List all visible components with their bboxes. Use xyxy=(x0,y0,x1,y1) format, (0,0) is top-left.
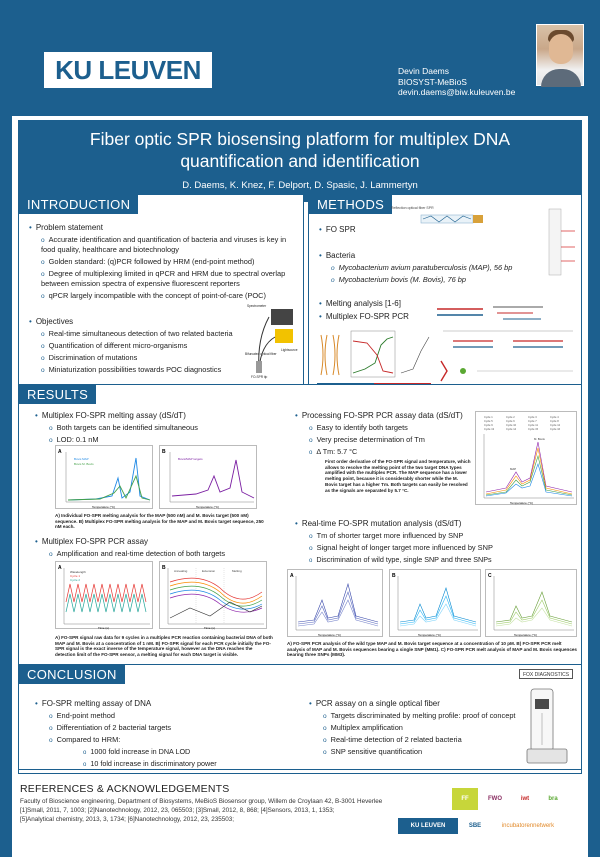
methods-panel xyxy=(308,194,582,404)
author-name: Devin Daems xyxy=(398,66,450,76)
bacteria-figure xyxy=(535,201,579,281)
intro-objective-item: o Miniaturization possibilities towards POC diagnostics xyxy=(41,365,221,375)
partner-logo-sbe: SBE xyxy=(464,818,486,834)
title-box xyxy=(18,120,582,202)
conclusion-right-item: o SNP sensitive quantification xyxy=(323,747,422,757)
pcr-raw-series xyxy=(66,594,146,612)
references-citations-2: [5]Analytical chemistry, 2013, 3, 1734; [6]Nanotechnology, 2012, 23, 235503; xyxy=(20,816,235,824)
chart-label-b: B xyxy=(392,573,396,579)
mini-icon xyxy=(441,361,447,381)
references-text xyxy=(20,797,420,824)
legend-cycle: Cycle 6 xyxy=(506,420,515,423)
conclusion-right-item: o Real-time detection of 2 related bacteria xyxy=(323,735,462,745)
legend-cycle: Cycle 14 xyxy=(506,428,517,431)
legend-multiplex: Bovis/MAP targets xyxy=(178,457,203,461)
processing-note: First order derivative of the FO-SPR signal and temperature, which allows to resolve the melting point of the two target DNA types amplified with the multiplex PCR. The MAP sequence has a lower melting point, because it is considerably shorter while the M. Bovis target has a higher Tm. Both targets can easily be resolved as the signals are separated by 5.7 °C. xyxy=(325,459,471,493)
references-citations-1: [1]Small, 2011, 7, 1003; [2]Nanotechnology, 2012, 23, 065503; [3]Small, 2012, 8, 868; [4]Sensors, 2013, 1, 1353; xyxy=(20,807,335,815)
results-mutation-item: o Tm of shorter target more influenced by SNP xyxy=(309,531,463,541)
results-processing-item: o Very precise determination of Tm xyxy=(309,435,425,445)
partner-logo-ff: FF xyxy=(452,788,478,810)
pcr-raw-series xyxy=(66,584,146,602)
author-group: BIOSYST-MeBioS xyxy=(398,76,467,87)
mutation-chart-c xyxy=(485,569,577,637)
chart-label-a: A xyxy=(58,449,62,455)
partner-logo-fwo: FWO xyxy=(482,788,508,810)
mutation-chart-b xyxy=(389,569,481,637)
results-processing: • Processing FO-SPR PCR assay data (dS/dT) xyxy=(295,411,463,421)
results-mutation-item: o Signal height of longer target more influenced by SNP xyxy=(309,543,493,553)
chart-label-b: B xyxy=(162,449,166,455)
chart-label-b: B xyxy=(162,565,166,571)
temperature-series xyxy=(170,602,262,618)
device-base xyxy=(527,749,567,763)
axis-time-label: Time (s) xyxy=(204,626,215,630)
methods-melting: • Melting analysis [1-6] xyxy=(319,299,401,309)
tube xyxy=(549,209,561,275)
axis-temp-label: Temperature (°C) xyxy=(418,633,442,637)
spectrometer-box xyxy=(271,309,293,325)
cycle-legend xyxy=(484,415,561,431)
melting-chart-b xyxy=(159,445,257,509)
legend-cycle: Cycle 12 xyxy=(550,424,561,427)
axis-time-label: Time (s) xyxy=(98,626,109,630)
axis-temp-label: Temperature (°C) xyxy=(318,633,342,637)
results-heading: RESULTS xyxy=(19,385,96,404)
results-mutation: • Real-time FO-SPR mutation analysis (dS/dT) xyxy=(295,519,461,529)
mini-icon xyxy=(460,368,466,374)
legend-cycle: Cycle 16 xyxy=(550,428,561,431)
processing-series xyxy=(486,448,572,494)
legend-cycle: Cycle 13 xyxy=(484,428,495,431)
pcr-cycle-series xyxy=(170,578,262,599)
pcr-raw-chart-svg xyxy=(56,562,154,630)
melting-chart-b-svg xyxy=(160,446,258,510)
introduction-heading: INTRODUCTION xyxy=(19,195,138,214)
lightsource-box xyxy=(275,329,293,343)
multiplex-pcr-figure xyxy=(433,301,579,397)
methods-heading: METHODS xyxy=(309,195,392,214)
legend-cycle: Cycle 3 xyxy=(528,416,537,419)
intro-objectives: • Objectives xyxy=(29,317,73,327)
chart-label-a: A xyxy=(58,565,62,571)
results-melting-item: o LOD: 0.1 nM xyxy=(49,435,99,445)
legend-cycle: Cycle 7 xyxy=(528,420,537,423)
fo-spr-setup-figure xyxy=(245,299,303,379)
melting-caption: A) Individual FO-SPR melting analysis for the MAP (500 nM) and M. Bovis target (500 nM) sequence. B) Multiplex FO-SPR melting analysis for the MAP and M. Bovis target sequence, 250 nM each. xyxy=(55,513,264,530)
legend-cycle: Cycle 15 xyxy=(528,428,539,431)
methods-fo-spr: • FO SPR xyxy=(319,225,356,235)
results-processing-item: o Easy to identify both targets xyxy=(309,423,408,433)
wildtype-series xyxy=(298,600,378,626)
legend-cycle-2: Cycle 2 xyxy=(70,578,81,582)
legend-cycle: Cycle 11 xyxy=(528,424,538,427)
results-melting-assay: • Multiplex FO-SPR melting assay (dS/dT) xyxy=(35,411,186,421)
conclusion-left: • FO-SPR melting assay of DNA xyxy=(35,699,151,709)
fig-label-fiber: Bifurcated optical fiber xyxy=(245,352,277,356)
fig-label-tip: FO-SPR tip xyxy=(251,375,268,379)
references-heading: REFERENCES & ACKNOWLEDGEMENTS xyxy=(20,783,230,795)
mutation-chart-a xyxy=(287,569,383,637)
intro-problem-item: o qPCR largely incompatible with the concept of point-of-care (POC) xyxy=(41,291,293,301)
fo-spr-fig-label: Reflection optical fiber SPR xyxy=(391,206,434,210)
partner-logo-iwt: iwt xyxy=(512,788,538,810)
photo-head xyxy=(549,34,573,64)
pcr-cycle-chart xyxy=(159,561,267,629)
conclusion-right-item: o Multiplex amplification xyxy=(323,723,403,733)
processing-chart xyxy=(475,411,577,505)
introduction-panel xyxy=(18,194,304,404)
fo-spr-fiber-figure xyxy=(391,201,511,241)
axis-temp-label: Temperature (°C) xyxy=(514,633,538,637)
legend-cycle: Cycle 1 xyxy=(484,416,493,419)
legend-cycle: Cycle 8 xyxy=(550,420,559,423)
melting-chart-a xyxy=(55,445,153,509)
legend-cycle-1: Cycle 1 xyxy=(70,574,81,578)
processing-chart-svg xyxy=(476,412,578,506)
mutation-caption: A) FO-SPR PCR analysis of the wild type MAP and M. Bovis target sequence at a concentration of 10 pM. B) FO-SPR PCR melt analysis of MAP and M. Bovis sequences bearing a single SNP (MM1). C) FO-SPR PCR melt analysis of MAP and M. Bovis sequences bearing three SNPs (MM3). xyxy=(287,641,577,658)
phase-label: Melting xyxy=(232,569,242,573)
partner-logo-kuleuven: KU LEUVEN xyxy=(398,818,458,834)
results-pcr-item: o Amplification and real-time detection of both targets xyxy=(49,549,225,559)
legend-cycle: Cycle 5 xyxy=(484,420,493,423)
methods-bacteria-item: o Mycobacterium bovis (M. Bovis), 76 bp xyxy=(331,275,466,285)
results-pcr-assay: • Multiplex FO-SPR PCR assay xyxy=(35,537,148,547)
dna-helix xyxy=(321,335,327,375)
pcr-cycle-chart-svg xyxy=(160,562,268,630)
author-info xyxy=(398,66,515,98)
poster-authors: D. Daems, K. Knez, F. Delport, D. Spasic, J. Lammertyn xyxy=(182,179,418,191)
conclusion-left-item: o End-point method xyxy=(49,711,115,721)
partner-logo-incubator: incubatorennetwerk xyxy=(492,818,564,834)
results-mutation-item: o Discrimination of wild type, single SNP and three SNPs xyxy=(309,555,492,566)
pcr-caption: A) FO-SPR signal raw data for 9 cycles in a multiplex PCR reaction containing bacterial DNA of both MAP and M. Bovis at a concentration of 1 nM. B) FO-SPR signal for each PCR cycle initially the FO-SPR signal is the exact inverse of the temperature signal, however as the DNA reaches the detection limit of the FO-SPR sensor, a melting signal for each DNA target is visible. xyxy=(55,635,273,658)
device-screen xyxy=(535,699,549,709)
legend-cycle: Cycle 4 xyxy=(550,416,559,419)
fiber-tip xyxy=(256,361,262,373)
author-email[interactable]: devin.daems@biw.kuleuven.be xyxy=(398,87,516,98)
mutation-chart-c-svg xyxy=(486,570,578,638)
snp-series xyxy=(400,604,476,626)
melt-plot-frame xyxy=(351,331,395,377)
gold-coating xyxy=(473,215,483,223)
poster-body xyxy=(12,116,588,857)
conclusion-sub-item: o 1000 fold increase in DNA LOD xyxy=(83,747,190,758)
photo-shirt xyxy=(541,69,581,87)
chart-label-a: A xyxy=(290,573,294,579)
results-processing-item: o Δ Tm: 5.7 °C xyxy=(309,447,357,458)
legend-cycle: Cycle 9 xyxy=(484,424,493,427)
melt-series-multiplex xyxy=(172,460,254,498)
legend-bovis: Bovis M. Bovis xyxy=(74,462,94,466)
results-melting-item: o Both targets can be identified simultaneous xyxy=(49,423,198,433)
author-photo xyxy=(536,24,584,86)
methods-multiplex: • Multiplex FO-SPR PCR xyxy=(319,312,409,322)
intro-problem-item: o Golden standard: (q)PCR followed by HRM (end-point method) xyxy=(41,257,293,267)
peak-label-bovis: M. Bovis xyxy=(534,437,545,441)
phase-label: Extension xyxy=(202,569,216,573)
conclusion-left-item: o Compared to HRM: xyxy=(49,735,120,745)
fox-device-illustration xyxy=(523,683,573,767)
partner-logo-bra: bra xyxy=(542,788,564,810)
wildtype-series xyxy=(298,584,378,622)
fox-diagnostics-logo: FOX DIAGNOSTICS xyxy=(519,669,573,679)
processing-series xyxy=(486,442,572,492)
phase-label: Annealing xyxy=(174,569,188,573)
conclusion-right: • PCR assay on a single optical fiber xyxy=(309,699,440,709)
fig-label-lightsource: Lightsource xyxy=(281,348,298,352)
intro-problem-item: o Accurate identification and quantification of bacteria and viruses is key in food quality, healthcare and biotechnology xyxy=(41,235,293,255)
mutation-chart-b-svg xyxy=(390,570,482,638)
axis-temp-label: Temperature (°C) xyxy=(92,505,116,509)
methods-bacteria: • Bacteria xyxy=(319,251,355,261)
legend-wavelength: Wavelength xyxy=(70,570,86,574)
methods-bacteria-item: o Mycobacterium avium paratuberculosis (MAP), 56 bp xyxy=(331,263,512,273)
fig-label-spectrometer: Spectrometer xyxy=(247,304,267,308)
intro-objective-item: o Discrimination of mutations xyxy=(41,353,137,363)
intro-objective-item: o Quantification of different micro-organisms xyxy=(41,341,187,351)
title-line-1: Fiber optic SPR biosensing platform for multiplex DNA xyxy=(89,129,511,149)
conclusion-left-item: o Differentiation of 2 bacterial targets xyxy=(49,723,171,733)
conclusion-panel xyxy=(18,664,582,770)
dna-helices xyxy=(321,335,339,375)
chart-label-c: C xyxy=(488,573,492,579)
mutation-chart-a-svg xyxy=(288,570,384,638)
legend-cycle: Cycle 2 xyxy=(506,416,515,419)
poster-title xyxy=(18,129,582,173)
ku-leuven-logo: KU LEUVEN xyxy=(44,52,212,88)
conclusion-sub-item: o 10 fold increase in discriminatory power xyxy=(83,759,217,770)
wildtype-series xyxy=(298,592,378,624)
peak-label-map: MAP xyxy=(510,467,517,471)
conclusion-right-item: o Targets discriminated by melting profile: proof of concept xyxy=(323,711,515,721)
melt-curve xyxy=(401,337,429,373)
axis-temp-label: Temperature (°C) xyxy=(196,505,220,509)
legend-cycle: Cycle 10 xyxy=(506,424,517,427)
conclusion-heading: CONCLUSION xyxy=(19,665,125,684)
intro-objective-item: o Real-time simultaneous detection of two related bacteria xyxy=(41,329,233,339)
pcr-raw-chart xyxy=(55,561,153,629)
intro-problem: • Problem statement xyxy=(29,223,103,233)
legend-map: Bovis MAP xyxy=(74,457,89,461)
references-affiliation: Faculty of Bioscience engineering, Department of Biosystems, MeBioS Biosensor group, Willem de Croylaan 42, B-3001 Heverlee xyxy=(20,798,383,805)
intro-problem-item: o Degree of multiplexing limited in qPCR and HRM due to spectral overlap between emission spectra of expensive fluorescent reporters xyxy=(41,269,293,289)
melting-chart-a-svg xyxy=(56,446,154,510)
axis-temp-label: Temperature (°C) xyxy=(510,501,534,505)
title-line-2: quantification and identification xyxy=(180,150,420,171)
dna-helix xyxy=(333,335,339,375)
